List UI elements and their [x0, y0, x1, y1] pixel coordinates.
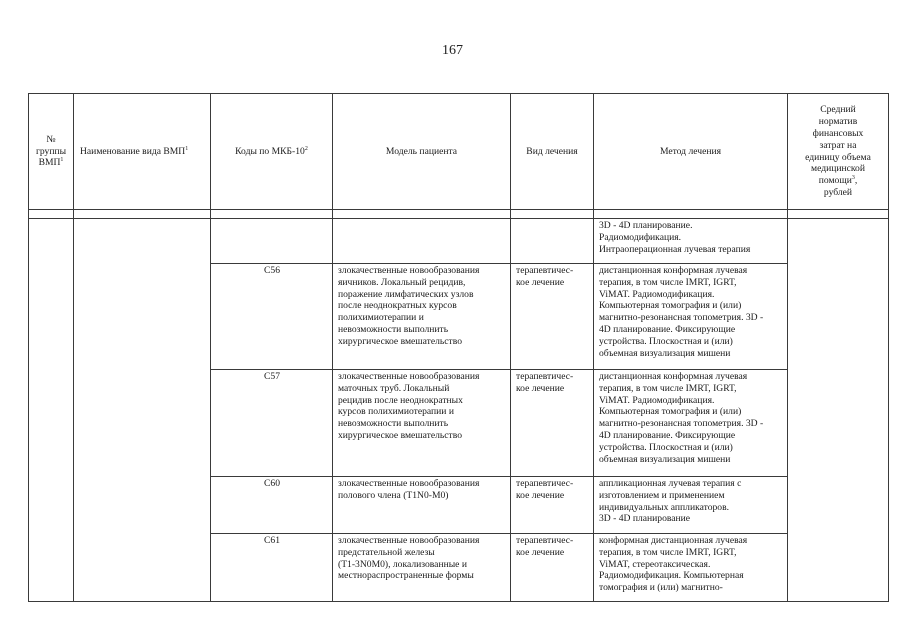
header-icd-codes-label: Коды по МКБ-10	[235, 145, 305, 157]
icd-code: C57	[264, 371, 280, 382]
header-patient-model-label: Модель пациента	[385, 145, 458, 157]
header-icd-codes-footnote: 2	[304, 145, 308, 152]
treatment-type-text: терапевтичес- кое лечение	[516, 265, 574, 288]
header-icd-codes	[211, 94, 333, 210]
treatment-type-cell	[511, 534, 594, 602]
icd-code-cell	[211, 477, 333, 534]
icd-code-cell	[211, 264, 333, 370]
header-vmp-name-label: Наименование вида ВМП	[80, 145, 186, 157]
header-group-number-footnote: 1	[60, 157, 64, 164]
patient-model-cell	[333, 264, 511, 370]
treatment-type-cell	[511, 264, 594, 370]
header-group-number-label: № группы ВМП	[35, 133, 67, 169]
treatment-method-cell	[594, 264, 788, 370]
header-treatment-type	[511, 94, 594, 210]
spacer-cell	[29, 210, 74, 219]
treatment-type-text: терапевтичес- кое лечение	[516, 535, 574, 558]
icd-code: C60	[264, 478, 280, 489]
treatment-method-text: дистанционная конформная лучевая терапия, в том числе IMRT, IGRT, ViMAT. Радиомодификация. Компьютерная томография и (или) магнитно-резонансная топометрия. 3D - 4D планирование. Фиксирующие устройства. Плоскостная и (или) объемная визуализация мишени	[599, 265, 764, 359]
header-average-cost-footnote: 3	[851, 174, 855, 181]
vmp-name-cell	[74, 219, 211, 602]
table-header-row	[29, 94, 889, 210]
treatment-type-cell	[511, 219, 594, 264]
header-treatment-method	[594, 94, 788, 210]
treatment-method-cell	[594, 370, 788, 477]
patient-model-text: злокачественные новообразования яичников. Локальный рецидив, поражение лимфатических узлов после неоднократных курсов полихимиотерапии и невозможности выполнить хирургическое вмешательство	[338, 265, 480, 347]
spacer-cell	[788, 210, 889, 219]
icd-code: C56	[264, 265, 280, 276]
icd-code-cell	[211, 534, 333, 602]
header-treatment-method-label: Метод лечения	[659, 145, 722, 157]
header-average-cost-unit: , рублей	[823, 175, 858, 198]
header-vmp-name	[74, 94, 211, 210]
treatment-method-text: 3D - 4D планирование. Радиомодификация. Интраоперационная лучевая терапия	[599, 220, 751, 255]
spacer-cell	[211, 210, 333, 219]
average-cost-cell	[788, 219, 889, 602]
treatment-type-cell	[511, 370, 594, 477]
header-group-number	[29, 94, 74, 210]
treatment-method-text: аппликационная лучевая терапия с изготовлением и применением индивидуальных аппликаторов. 3D - 4D планирование	[599, 478, 742, 525]
patient-model-cell	[333, 370, 511, 477]
icd-code: C61	[264, 535, 280, 546]
header-icd-codes-text	[213, 146, 330, 158]
header-vmp-name-footnote: 1	[185, 145, 189, 152]
treatment-method-text: конформная дистанционная лучевая терапия, в том числе IMRT, IGRT, ViMAT, стереотаксическая. Радиомодификация. Компьютерная томография и (или) магнитно-	[599, 535, 748, 594]
page-number: 167	[442, 43, 463, 58]
group-number-cell	[29, 219, 74, 602]
icd-code-cell	[211, 219, 333, 264]
header-average-cost	[788, 94, 889, 210]
treatment-method-cell	[594, 534, 788, 602]
table-row	[29, 219, 889, 264]
patient-model-cell	[333, 534, 511, 602]
treatment-type-cell	[511, 477, 594, 534]
treatment-method-cell	[594, 477, 788, 534]
header-average-cost-label: Средний норматив финансовых затрат на единицу объема медицинской помощи	[805, 104, 871, 187]
patient-model-cell	[333, 219, 511, 264]
header-vmp-name-text	[80, 146, 208, 158]
patient-model-text: злокачественные новообразования полового члена (T1N0-M0)	[338, 478, 480, 501]
patient-model-cell	[333, 477, 511, 534]
treatment-method-text: дистанционная конформная лучевая терапия, в том числе IMRT, IGRT, ViMAT. Радиомодификация. Компьютерная томография и (или) магнитно-резонансная топометрия. 3D - 4D планирование. Фиксирующие устройства. Плоскостная и (или) объемная визуализация мишени	[599, 371, 764, 465]
treatment-method-cell	[594, 219, 788, 264]
treatment-type-text: терапевтичес- кое лечение	[516, 478, 574, 501]
header-average-cost-text	[790, 104, 886, 198]
spacer-cell	[511, 210, 594, 219]
patient-model-text: злокачественные новообразования маточных труб. Локальный рецидив после неоднократных курсов полихимиотерапии и невозможности выполнить хирургическое вмешательство	[338, 371, 480, 441]
header-treatment-type-label: Вид лечения	[526, 145, 578, 157]
header-patient-model	[333, 94, 511, 210]
spacer-cell	[74, 210, 211, 219]
spacer-row	[29, 210, 889, 219]
icd-code-cell	[211, 370, 333, 477]
spacer-cell	[594, 210, 788, 219]
header-group-number-text	[31, 134, 71, 169]
treatment-type-text: терапевтичес- кое лечение	[516, 371, 574, 394]
vmp-table	[28, 93, 889, 602]
patient-model-text: злокачественные новообразования предстательной железы (T1-3N0M0), локализованные и местнораспространенные формы	[338, 535, 480, 582]
spacer-cell	[333, 210, 511, 219]
